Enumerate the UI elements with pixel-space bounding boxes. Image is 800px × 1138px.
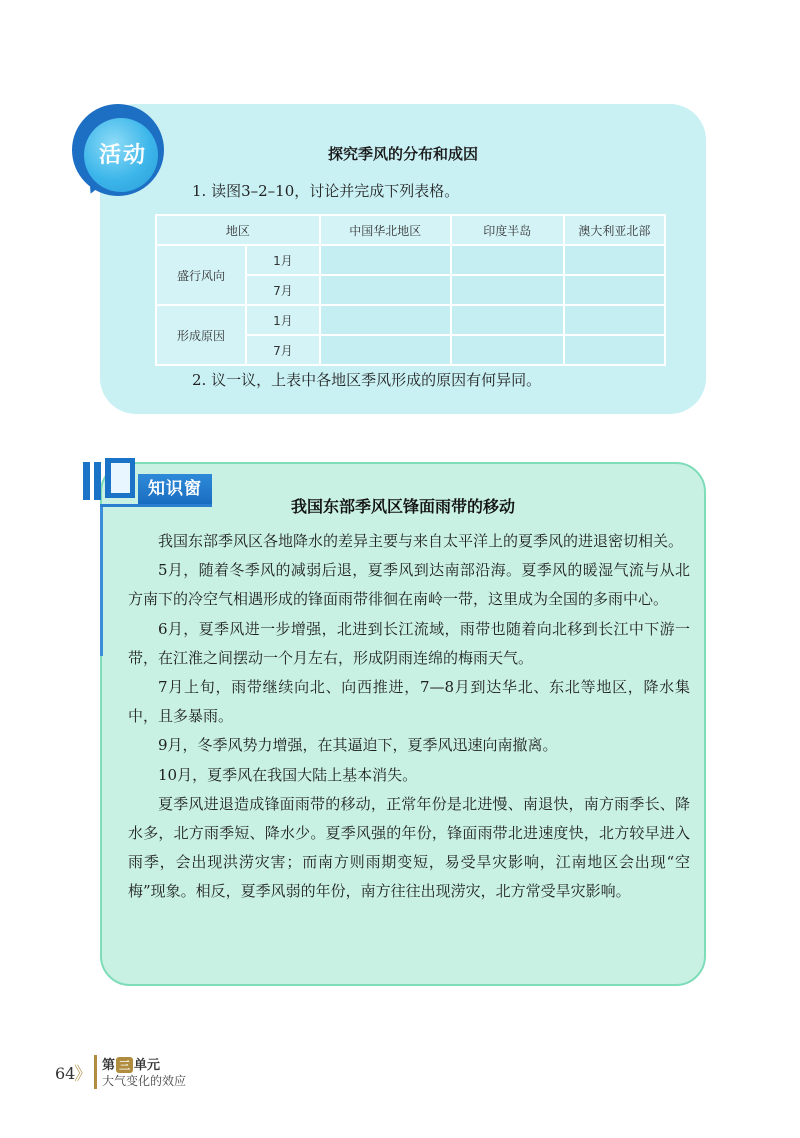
answer-cell	[564, 335, 665, 365]
answer-cell	[451, 245, 564, 275]
unit-prefix: 第	[102, 1058, 116, 1073]
paragraph: 10月，夏季风在我国大陆上基本消失。	[158, 765, 418, 784]
table-header-cell: 澳大利亚北部	[564, 215, 665, 245]
activity-badge-label: 活动	[98, 143, 147, 168]
table-row	[156, 245, 665, 275]
table-header-cell: 中国华北地区	[320, 215, 451, 245]
month-cell: 1月	[246, 245, 320, 275]
chevron-right-icon: 》	[74, 1064, 92, 1085]
answer-cell	[320, 305, 451, 335]
table-header-row	[156, 215, 665, 245]
activity-question-1: 1. 读图3–2–10，讨论并完成下列表格。	[192, 182, 460, 200]
answer-cell	[320, 245, 451, 275]
answer-cell	[564, 305, 665, 335]
monsoon-table	[155, 214, 666, 366]
paragraph: 7月上旬，雨带继续向北、向西推进，7—8月到达华北、东北等地区，降水集中，且多暴雨。	[128, 678, 690, 726]
table-header-cell: 印度半岛	[451, 215, 564, 245]
answer-cell	[320, 335, 451, 365]
answer-cell	[564, 275, 665, 305]
knowledge-title: 我国东部季风区锋面雨带的移动	[290, 497, 515, 516]
activity-title: 探究季风的分布和成因	[327, 145, 478, 163]
page-number: 64	[55, 1064, 76, 1083]
paragraph: 6月，夏季风进一步增强，北进到长江流域，雨带也随着向北移到长江中下游一带，在江淮之间摆动一个月左右，形成阴雨连绵的梅雨天气。	[128, 619, 690, 667]
knowledge-sidebar-line	[100, 506, 103, 656]
paragraph: 5月，随着冬季风的减弱后退，夏季风到达南部沿海。夏季风的暖湿气流与从北方南下的冷空气相遇形成的锋面雨带徘徊在南岭一带，这里成为全国的多雨中心。	[128, 561, 690, 609]
answer-cell	[451, 335, 564, 365]
row-group-label: 形成原因	[156, 305, 246, 365]
answer-cell	[451, 305, 564, 335]
paragraph: 9月，冬季风势力增强，在其逼迫下，夏季风迅速向南撤离。	[158, 736, 558, 755]
knowledge-body	[128, 527, 690, 907]
row-group-label: 盛行风向	[156, 245, 246, 305]
footer-divider	[94, 1055, 97, 1089]
answer-cell	[320, 275, 451, 305]
table-row	[156, 305, 665, 335]
answer-cell	[564, 245, 665, 275]
answer-cell	[451, 275, 564, 305]
unit-number-badge: 三	[116, 1057, 133, 1073]
month-cell: 1月	[246, 305, 320, 335]
knowledge-badge-label: 知识窗	[138, 474, 212, 504]
month-cell: 7月	[246, 275, 320, 305]
activity-question-2: 2. 议一议，上表中各地区季风形成的原因有何异同。	[192, 371, 542, 389]
unit-title	[102, 1054, 160, 1073]
month-cell: 7月	[246, 335, 320, 365]
table-header-cell: 地区	[156, 215, 320, 245]
unit-subtitle: 大气变化的效应	[102, 1074, 187, 1088]
paragraph: 我国东部季风区各地降水的差异主要与来自太平洋上的夏季风的进退密切相关。	[158, 532, 684, 550]
unit-suffix: 单元	[134, 1058, 161, 1073]
paragraph: 夏季风进退造成锋面雨带的移动，正常年份是北进慢、南退快，南方雨季长、降水多，北方雨季短、降水少。夏季风强的年份，锋面雨带北进速度快，北方较早进入雨季，会出现洪涝灾害；而南方则雨期变短，易受旱灾影响，江南地区会出现“空梅”现象。相反，夏季风弱的年份，南方往往出现涝灾，北方常受旱灾影响。	[128, 794, 690, 901]
